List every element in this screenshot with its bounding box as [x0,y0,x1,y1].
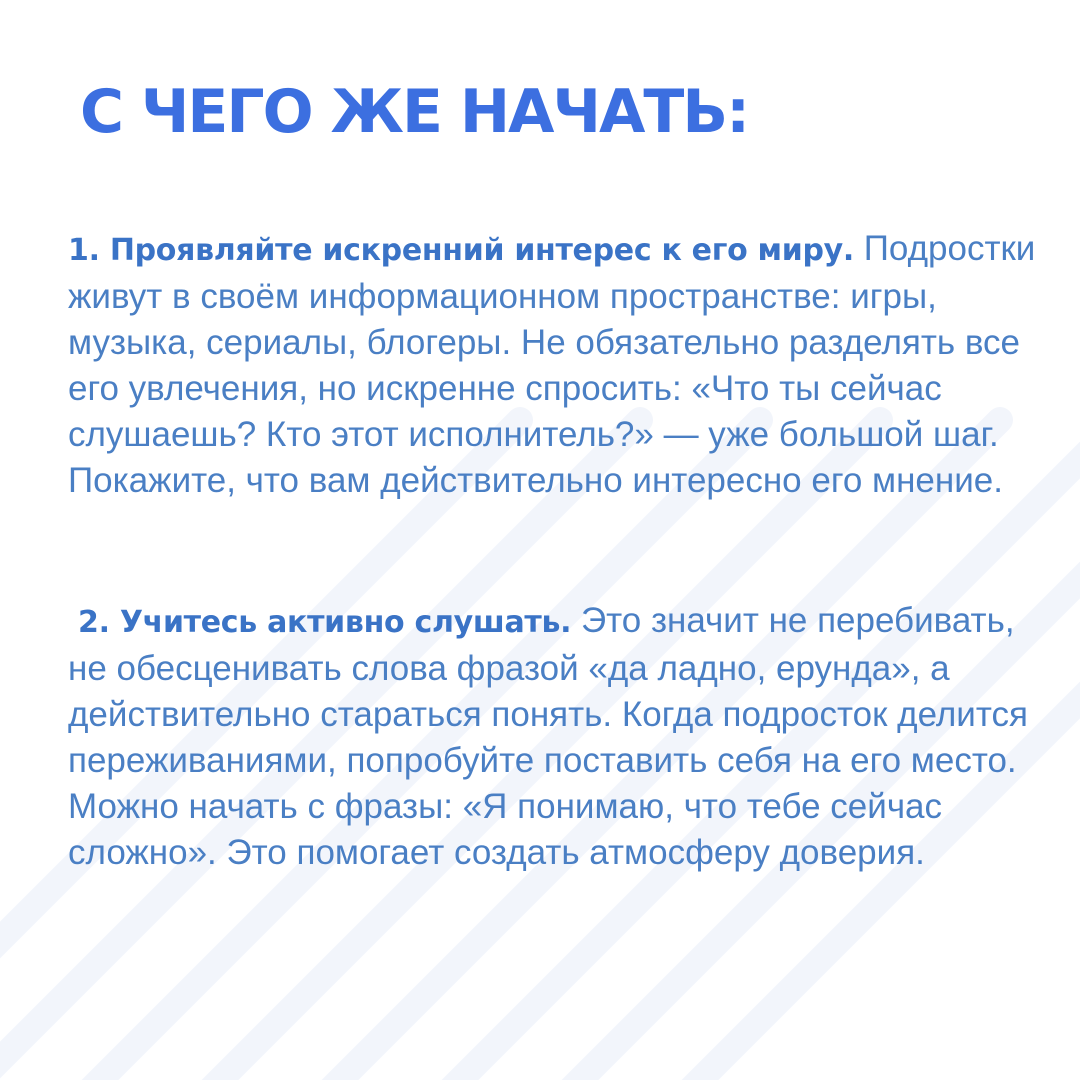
page-title: С ЧЕГО ЖЕ НАЧАТЬ: [80,77,749,147]
tip-1 [68,226,1058,504]
tip-2-heading: 2. Учитесь активно слушать. [78,605,572,640]
tip-1-body: Подростки живут в своём информационном пространстве: игры, музыка, сериалы, блогеры. Не обязательно разделять все его увлечения, но искренне спросить: «Что ты сейчас слушаешь? Кто этот исполнитель?» — уже большой шаг. Покажите, что вам действительно интересно его мнение. [68,229,1036,500]
tip-1-heading: 1. Проявляйте искренний интерес к его миру. [68,233,854,268]
tip-2-body: Это значит не перебивать, не обесценивать слова фразой «да ладно, ерунда», а действительно стараться понять. Когда подросток делится переживаниями, попробуйте поставить себя на его место. Можно начать с фразы: «Я понимаю, что тебе сейчас сложно». Это помогает создать атмосферу доверия. [68,601,1028,872]
tip-2 [68,598,1058,876]
